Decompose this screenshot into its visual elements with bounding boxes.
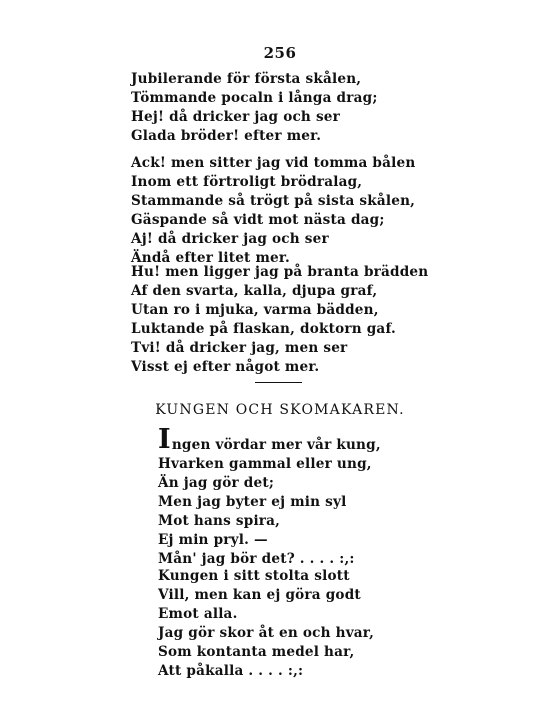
drop-cap: I [158, 424, 171, 455]
verse-line: Hej! då dricker jag och ser [131, 109, 341, 125]
verse-line: Mot hans spira, [158, 513, 281, 529]
verse-line: Hu! men ligger jag på branta brädden [131, 264, 429, 280]
section-divider [255, 382, 302, 383]
verse-line: Som kontanta medel har, [158, 644, 355, 660]
verse-line: Emot alla. [158, 606, 238, 622]
verse-line: Att påkalla . . . . :,: [158, 663, 304, 679]
poem-stanza-4 [158, 424, 381, 569]
verse-line: Glada bröder! efter mer. [131, 128, 322, 144]
poem-stanza-2 [131, 154, 415, 268]
verse-line: Af den svarta, kalla, djupa graf, [131, 283, 378, 299]
poem-title: KUNGEN OCH SKOMAKAREN. [155, 402, 405, 418]
verse-line: Gäspande så vidt mot nästa dag; [131, 212, 385, 228]
verse-line: Tömmande pocaln i långa drag; [131, 90, 378, 106]
poem-stanza-3 [131, 263, 428, 377]
verse-line: Jag gör skor åt en och hvar, [158, 625, 375, 641]
verse-line: Tvi! då dricker jag, men ser [131, 340, 348, 356]
verse-line: Utan ro i mjuka, varma bädden, [131, 302, 379, 318]
verse-line: Vill, men kan ej göra godt [158, 587, 361, 603]
verse-line: Men jag byter ej min syl [158, 494, 347, 510]
verse-line: Mån' jag bör det? . . . . :,: [158, 551, 355, 567]
verse-line: Inom ett förtroligt brödralag, [131, 174, 363, 190]
verse-line: Visst ej efter något mer. [131, 359, 320, 375]
verse-line: Ändå efter litet mer. [131, 250, 290, 266]
page-number: 256 [263, 44, 297, 62]
poem-stanza-1 [131, 70, 378, 146]
verse-line: Ack! men sitter jag vid tomma bålen [131, 155, 416, 171]
verse-line-first [158, 424, 381, 455]
verse-line: Luktande på flaskan, doktorn gaf. [131, 321, 396, 337]
verse-line: Stammande så trögt på sista skålen, [131, 193, 416, 209]
verse-line: Hvarken gammal eller ung, [158, 456, 372, 472]
poem-stanza-5 [158, 567, 374, 681]
verse-line-rest: ngen vördar mer vår kung, [171, 437, 381, 453]
verse-line: Kungen i sitt stolta slott [158, 568, 350, 584]
verse-line: Aj! då dricker jag och ser [131, 231, 329, 247]
verse-line: Jubilerande för första skålen, [131, 71, 362, 87]
verse-line: Ej min pryl. — [158, 532, 268, 548]
verse-line: Än jag gör det; [158, 475, 275, 491]
